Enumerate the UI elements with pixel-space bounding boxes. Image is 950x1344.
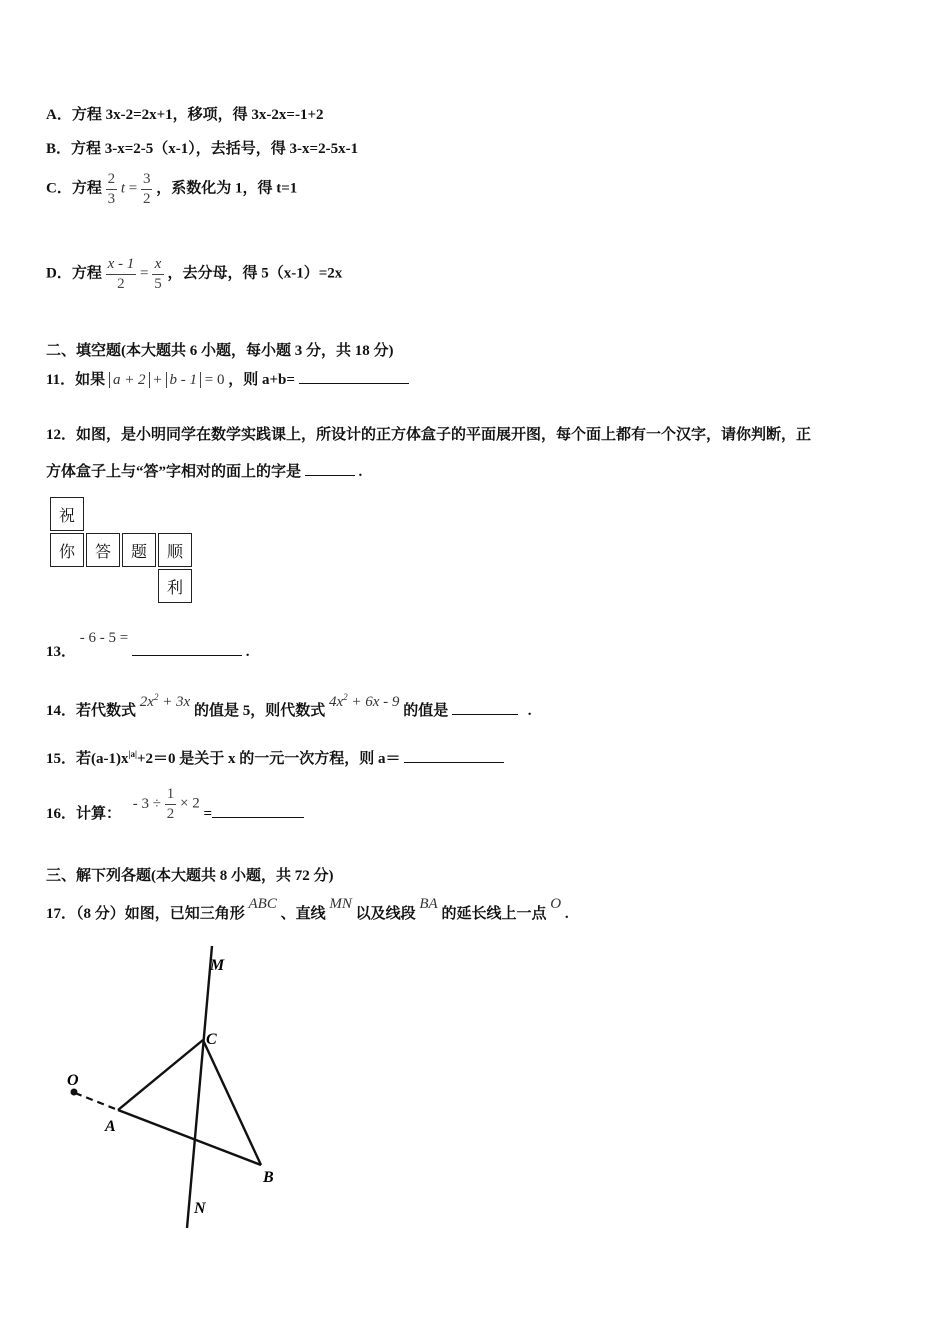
q15-prefix: 15．若(a-1)x: [46, 751, 129, 767]
option-c-eq: =: [128, 180, 138, 197]
label-m: M: [210, 957, 225, 974]
q15-answer-blank[interactable]: [404, 762, 504, 763]
q11-suffix: ，则 a+b=: [228, 372, 295, 388]
question-11: [46, 368, 409, 389]
question-15: [46, 747, 504, 768]
q16-eq: =: [203, 805, 213, 822]
label-c: C: [206, 1031, 217, 1048]
q14-suffix: 的值是: [403, 703, 449, 719]
q15-sup: |a|: [128, 749, 137, 759]
q17-o: O: [550, 896, 562, 912]
q17-mn: MN: [329, 896, 352, 912]
q13-number: 13．: [46, 644, 77, 660]
net-cell-zhu: 祝: [50, 497, 84, 531]
label-b: B: [263, 1169, 274, 1186]
net-cell-ni: 你: [50, 533, 84, 567]
q14-mid: 的值是 5，则代数式: [193, 703, 326, 719]
q16-frac: $\frac{1}{2}$: [166, 786, 175, 822]
q12-line1: 12．如图，是小明同学在数学实践课上，所设计的正方体盒子的平面展开图，每个面上都有一个汉字，请你判断，正: [46, 427, 812, 443]
option-d-frac1: $\frac{x - 1}{2}$: [107, 256, 135, 292]
section2-heading: 二、填空题(本大题共 6 小题，每小题 3 分，共 18 分): [46, 343, 394, 359]
option-c: [46, 170, 297, 209]
q13-end: .: [245, 644, 250, 660]
q15-suffix: +2＝0 是关于 x 的一元一次方程，则 a＝: [136, 751, 401, 767]
q13-answer-blank[interactable]: [132, 655, 242, 656]
q16-prefix: 16．计算：: [46, 805, 122, 822]
q17-prefix: 17．（8 分）如图，已知三角形: [46, 906, 245, 922]
question-17: [46, 896, 569, 923]
option-d-eq: =: [140, 265, 149, 282]
option-d-suffix: ，去分母，得 5（x-1）=2x: [167, 265, 343, 282]
q14-expr1: $2x^2 + 3x$: [139, 692, 191, 710]
line-mn: [187, 946, 212, 1228]
option-a: A．方程 3x-2=2x+1，移项，得 3x-2x=-1+2: [46, 107, 324, 123]
segment-ac: [118, 1040, 203, 1110]
q17-ba: BA: [419, 896, 438, 912]
option-d-prefix: D．方程: [46, 265, 102, 282]
q11-plus: +: [153, 372, 162, 388]
label-o: O: [67, 1072, 79, 1089]
q11-abs-a: a + 2: [109, 372, 150, 388]
option-c-var: t: [120, 180, 126, 197]
option-b: B．方程 3-x=2-5（x-1），去括号，得 3-x=2-5x-1: [46, 141, 359, 157]
net-cell-shun: 顺: [158, 533, 192, 567]
q11-prefix: 11．如果: [46, 372, 106, 388]
question-13: [46, 630, 250, 661]
q11-answer-blank[interactable]: [299, 383, 409, 384]
q14-answer-blank[interactable]: [452, 714, 518, 715]
q12-line2-text: 方体盒子上与“答”字相对的面上的字是: [46, 464, 302, 480]
q12-line2-end: .: [358, 464, 363, 480]
net-cell-ti: 题: [122, 533, 156, 567]
question-14: [46, 692, 532, 720]
geometry-figure: [55, 940, 315, 1240]
q17-abc: ABC: [248, 896, 277, 912]
net-cell-li: 利: [158, 569, 192, 603]
q16-expr-b: × 2: [180, 795, 200, 812]
q11-eq: = 0: [204, 372, 225, 388]
section3-heading: 三、解下列各题(本大题共 8 小题，共 72 分): [46, 868, 334, 884]
q14-expr2: $4x^2 + 6x - 9$: [328, 692, 400, 710]
question-16: [46, 785, 304, 824]
option-d: [46, 255, 342, 294]
q14-prefix: 14．若代数式: [46, 703, 137, 719]
q16-answer-blank[interactable]: [212, 817, 304, 818]
q16-expr-a: - 3 ÷: [132, 795, 161, 812]
q13-expr: - 6 - 5 =: [79, 630, 129, 646]
q14-end: .: [527, 703, 532, 719]
option-c-frac1: $\frac{2}{3}$: [107, 171, 116, 207]
q17-end: .: [564, 906, 569, 922]
label-n: N: [194, 1200, 206, 1217]
q12-answer-blank[interactable]: [305, 475, 355, 476]
point-o: [71, 1089, 78, 1096]
option-d-frac2: $\frac{x}{5}$: [154, 256, 162, 292]
label-a: A: [105, 1118, 116, 1135]
q11-abs-b: b - 1: [166, 372, 202, 388]
net-cell-da: 答: [86, 533, 120, 567]
option-c-frac2: $\frac{3}{2}$: [142, 171, 151, 207]
dashed-extension-ao: [75, 1093, 118, 1110]
option-c-suffix: ，系数化为 1，得 t=1: [156, 180, 298, 197]
q17-mid2: 以及线段: [355, 906, 416, 922]
q17-mid1: 、直线: [280, 906, 326, 922]
q17-mid3: 的延长线上一点: [441, 906, 547, 922]
option-c-prefix: C．方程: [46, 180, 102, 197]
q12-line2: [46, 460, 362, 481]
